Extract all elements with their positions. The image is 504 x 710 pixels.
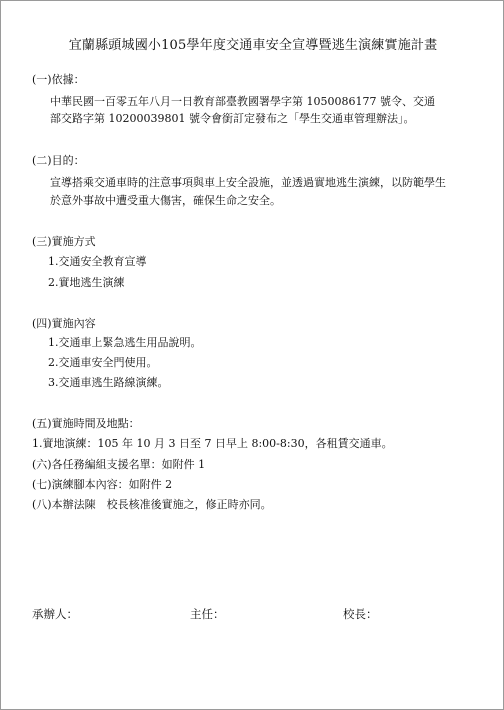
section-approval: (八)本辦法陳 校長核准後實施之，修正時亦同。 bbox=[32, 498, 272, 511]
section-content-item-2: 2.交通車安全門使用。 bbox=[48, 356, 158, 369]
section-purpose-line-2: 於意外事故中遭受重大傷害，確保生命之安全。 bbox=[50, 194, 281, 207]
section-script: (七)演練腳本內容：如附件 2 bbox=[32, 478, 173, 491]
section-basis-line-2: 部交路字第 10200039801 號令會銜訂定發布之「學生交通車管理辦法」。 bbox=[50, 112, 415, 125]
section-staff: (六)各任務編組支援名單：如附件 1 bbox=[32, 458, 206, 471]
signature-principal: 校長： bbox=[343, 607, 378, 621]
section-purpose-heading: (二)目的： bbox=[32, 154, 85, 167]
section-content-item-3: 3.交通車逃生路線演練。 bbox=[48, 376, 169, 389]
section-content-item-1: 1.交通車上緊急逃生用品說明。 bbox=[48, 336, 202, 349]
section-time-heading: (五)實施時間及地點： bbox=[32, 417, 140, 430]
document-title: 宜蘭縣頭城國小105學年度交通車安全宣導暨逃生演練實施計畫 bbox=[68, 38, 438, 53]
section-purpose-line-1: 宣導搭乘交通車時的注意事項與車上安全設施，並透過實地逃生演練，以防範學生 bbox=[50, 176, 446, 189]
section-method-item-2: 2.實地逃生演練 bbox=[48, 276, 125, 289]
signature-handler: 承辦人： bbox=[32, 607, 78, 621]
section-content-heading: (四)實施內容 bbox=[32, 317, 96, 330]
section-method-item-1: 1.交通安全教育宣導 bbox=[48, 255, 147, 268]
section-basis-heading: (一)依據： bbox=[32, 73, 85, 86]
section-method-heading: (三)實施方式 bbox=[32, 235, 96, 248]
signature-director: 主任： bbox=[190, 607, 225, 621]
section-basis-line-1: 中華民國一百零五年八月一日教育部臺教國署學字第 1050086177 號令、交通 bbox=[50, 95, 435, 108]
section-time-line: 1.實地演練：105 年 10 月 3 日至 7 日早上 8:00-8:30，各租賃交通車。 bbox=[32, 437, 393, 450]
